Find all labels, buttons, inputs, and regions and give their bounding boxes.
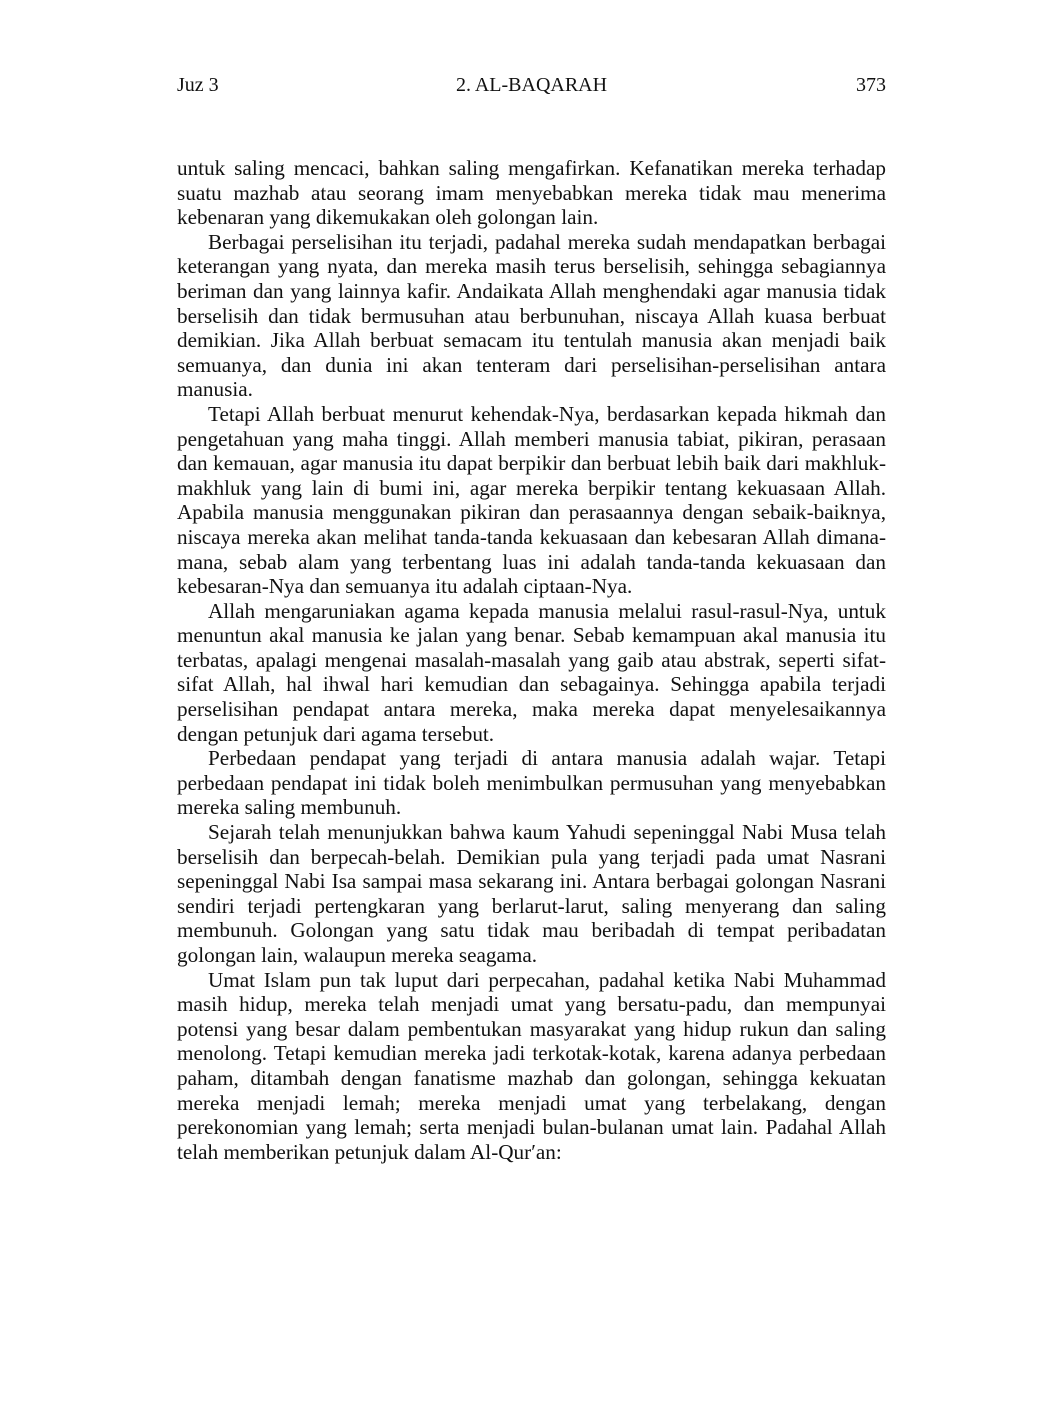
document-page <box>177 70 886 1164</box>
running-header <box>177 70 886 100</box>
paragraph-6: Sejarah telah menunjukkan bahwa kaum Yahudi sepeninggal Nabi Musa telah berselisih dan berpecah-belah. Demikian pula yang terjadi pada umat Nasrani sepeninggal Nabi Isa sampai masa sekarang ini. Antara berbagai golongan Nasrani sendiri terjadi pertengkaran yang berlarut-larut, saling menyerang dan saling membunuh. Golongan yang satu tidak mau beribadah di tempat peribadatan golongan lain, walaupun mereka seagama. <box>177 820 886 967</box>
body-text <box>177 156 886 1164</box>
paragraph-5: Perbedaan pendapat yang terjadi di antara manusia adalah wajar. Tetapi perbedaan pendapat ini tidak boleh menimbulkan permusuhan yang menyebabkan mereka saling membunuh. <box>177 746 886 820</box>
paragraph-3: Tetapi Allah berbuat menurut kehendak-Nya, berdasarkan kepada hikmah dan pengetahuan yang maha tinggi. Allah memberi manusia tabiat, pikiran, perasaan dan kemauan, agar manusia itu dapat berpikir dan berbuat lebih baik dari makhluk-makhluk yang lain di bumi ini, agar mereka berpikir tentang kekuasaan Allah. Apabila manusia menggunakan pikiran dan perasaannya dengan sebaik-baiknya, niscaya mereka akan melihat tanda-tanda kekuasaan dan kebesaran Allah dimana-mana, sebab alam yang terbentang luas ini adalah tanda-tanda kekuasaan dan kebesaran-Nya dan semuanya itu adalah ciptaan-Nya. <box>177 401 886 599</box>
paragraph-2: Berbagai perselisihan itu terjadi, padahal mereka sudah mendapatkan berbagai keterangan yang nyata, dan mereka masih terus berselisih, sehingga sebagiannya beriman dan yang lainnya kafir. Andaikata Allah menghendaki agar manusia tidak berselisih dan tidak bermusuhan atau berbunuhan, niscaya Allah kuasa berbuat demikian. Jika Allah berbuat semacam itu tentulah manusia akan menjadi baik semuanya, dan dunia ini akan tenteram dari perselisihan-perselisihan antara manusia. <box>177 229 886 402</box>
surah-title: 2. AL-BAQARAH <box>455 74 608 96</box>
paragraph-7: Umat Islam pun tak luput dari perpecahan, padahal ketika Nabi Muhammad masih hidup, mereka telah menjadi umat yang bersatu-padu, dan mempunyai potensi yang besar dalam pembentukan masyarakat yang hidup rukun dan saling menolong. Tetapi kemudian mereka jadi terkotak-kotak, karena adanya perbedaan paham, ditambah dengan fanatisme mazhab dan golongan, sehingga kekuatan mereka menjadi lemah; mereka menjadi umat yang terbelakang, dengan perekonomian yang lemah; serta menjadi bulan-bulanan umat lain. Padahal Allah telah memberikan petunjuk dalam Al-Qur′an: <box>177 967 886 1164</box>
paragraph-1: untuk saling mencaci, bahkan saling mengafirkan. Kefanatikan mereka terhadap suatu mazhab atau seorang imam menyebabkan mereka tidak mau menerima kebenaran yang dikemukakan oleh golongan lain. <box>177 156 886 230</box>
page-number: 373 <box>856 74 886 96</box>
juz-label: Juz 3 <box>177 74 219 96</box>
paragraph-4: Allah mengaruniakan agama kepada manusia melalui rasul-rasul-Nya, untuk menuntun akal manusia ke jalan yang benar. Sebab kemampuan akal manusia itu terbatas, apalagi mengenai masalah-masalah yang gaib atau abstrak, seperti sifat-sifat Allah, hal ihwal hari kemudian dan sebagainya. Sehingga apabila terjadi perselisihan pendapat antara mereka, maka mereka dapat menyelesaikannya dengan petunjuk dari agama tersebut. <box>177 598 886 746</box>
